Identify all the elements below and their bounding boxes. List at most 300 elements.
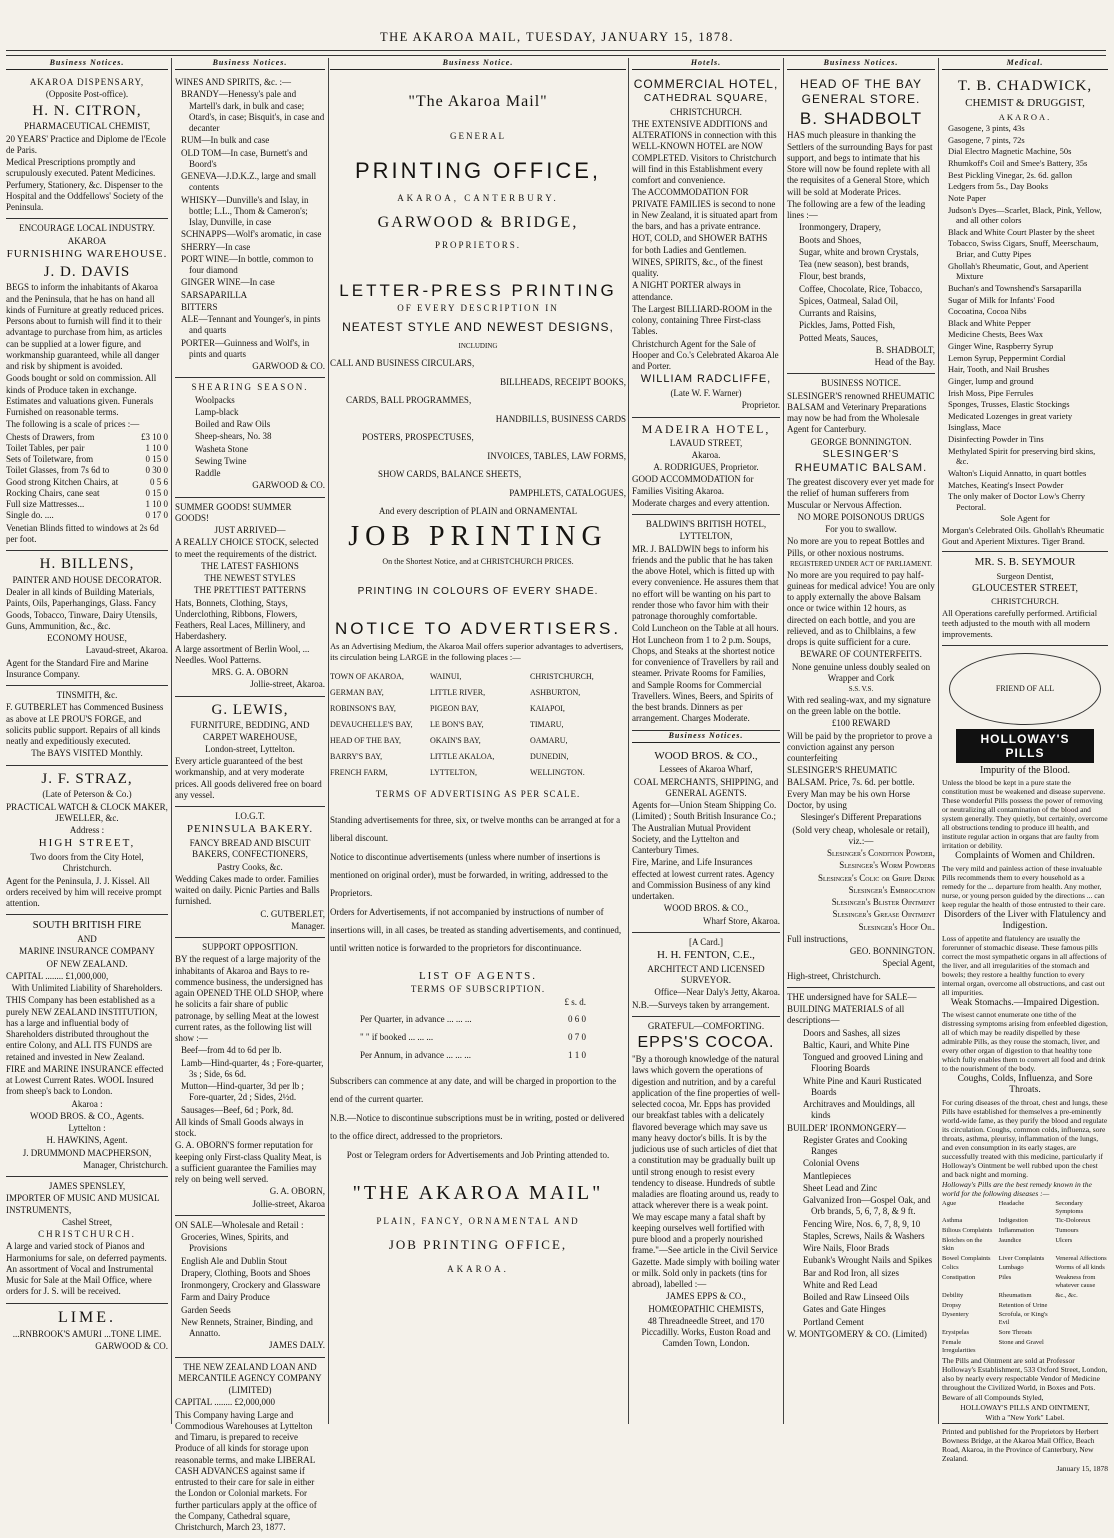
list-item: Sheet Lead and Zinc bbox=[797, 1183, 935, 1194]
ad-text: All kinds of Small Goods always in stock. bbox=[175, 1117, 325, 1140]
ad-title: SUMMER GOODS! SUMMER GOODS! bbox=[175, 502, 325, 525]
ad-text: Loss of appetite and flatulency are usually the forerunner of stomachic disease. These famous pills correct the most sympathetic organs in all affections of the liver, and all irregularities of the stomach and bowels; they restore a healthy function to every internal organ, overcome all obstructions, and cast out all impurities. bbox=[942, 934, 1108, 997]
ad-title: PAINTER AND HOUSE DECORATOR. bbox=[6, 575, 168, 586]
list-item: Inflammation bbox=[999, 1227, 1052, 1235]
column-2 bbox=[175, 58, 325, 1424]
ad-title: CATHEDRAL SQUARE, bbox=[632, 93, 780, 106]
table-cell: 1 1 0 bbox=[568, 1046, 586, 1064]
ad-montgomery bbox=[787, 988, 935, 1345]
ad-text: No more are you to repeat Bottles and Pills, or other noxious nostrums. bbox=[787, 536, 935, 559]
table-row bbox=[6, 510, 168, 521]
printing-office-advert bbox=[330, 58, 626, 1424]
ad-subtitle: PLAIN, FANCY, ORNAMENTAL AND bbox=[330, 1216, 626, 1228]
table-cell: Chests of Drawers, from bbox=[6, 432, 94, 443]
ad-seymour bbox=[942, 552, 1108, 645]
ad-title: ECONOMY HOUSE, bbox=[6, 633, 168, 644]
ad-text: F. GUTBERLET has Commenced Business as above at LE PROU'S FORGE, and solicits public support. Repairs of all kinds neatly and expeditiously executed. bbox=[6, 702, 168, 747]
ad-text: "By a thorough knowledge of the natural laws which govern the operations of digestion and nutrition, and by a careful application of the fine properties of well-selected cocoa, Mr. Epps has provided our breakfast tables with a delicately flavored beverage which may save us many heavy doctor's bills. It is by the judicious use of such articles of diet that a constitution may be gradually built up until strong enough to resist every tendency to disease. Hundreds of subtle maladies are floating around us, ready to attack wherever there is a weak point. We may escape many a fatal shaft by keeping ourselves well fortified with pure blood and a properly nourished frame."—See article in the Civil Service Gazette. Made simply with boiling water or milk. Sold only in packets (tins for abroad), labelled :— bbox=[632, 1054, 780, 1290]
ad-text: £ s. d. bbox=[330, 997, 626, 1009]
ad-title: OF NEW ZEALAND. bbox=[6, 959, 168, 970]
ad-title: LAVAUD STREET, bbox=[632, 438, 780, 449]
ad-text: The following are a few of the leading lines :— bbox=[787, 199, 935, 222]
meat-list bbox=[175, 1045, 325, 1116]
list-item: Cocoatina, Cocoa Nibs bbox=[942, 306, 1108, 317]
ad-text: Holloway's Pills are the best remedy known in the world for the following diseases :— bbox=[942, 1180, 1108, 1198]
list-item: Weakness from whatever cause bbox=[1055, 1274, 1108, 1290]
ad-text: The ACCOMMODATION FOR PRIVATE FAMILIES is second to none in New Zealand, it is situated apart from the bars, and has a private entrance. bbox=[632, 187, 780, 232]
column-divider bbox=[938, 58, 939, 1424]
ad-headline: JOB PRINTING bbox=[330, 519, 626, 555]
ad-headline: LIST OF AGENTS. bbox=[330, 969, 626, 983]
list-item: Sewing Twine bbox=[195, 456, 325, 467]
ad-title: Weak Stomachs.—Impaired Digestion. bbox=[942, 998, 1108, 1009]
ad-text: This Company having Large and Commodious Warehouses at Lyttelton and Timaru, is prepared to receive Produce of all kinds for storage upon reasonable terms, and make LIBERAL CASH ADVANCES against same if entrusted to their care for sale in either the London or Colonial markets. For further particulars apply at the office of the Company, Cathedral square, Christchurch, March 23, 1877. bbox=[175, 1410, 325, 1534]
ad-text: Dealer in all kinds of Building Materials, Paints, Oils, Paperhangings, Glass. Fancy Goods, Tobacco, Tinware, Dairy Utensils, Guns, Ammunition, &c., &c. bbox=[6, 587, 168, 632]
list-item: Ague bbox=[942, 1200, 995, 1216]
ad-text: The Largest BILLIARD-ROOM in the colony, containing Three First-class Tables. bbox=[632, 304, 780, 338]
ad-text: REGISTERED UNDER ACT OF PARLIAMENT. bbox=[787, 560, 935, 569]
ad-title: PRACTICAL WATCH & CLOCK MAKER, JEWELLER, &c. bbox=[6, 802, 168, 825]
column-1 bbox=[6, 58, 168, 1424]
ad-title: SUPPORT OPPOSITION. bbox=[175, 942, 325, 953]
holloway-banner: HOLLOWAY'S PILLS bbox=[956, 729, 1094, 764]
list-item: RUM—In bulk and case bbox=[175, 135, 325, 146]
table-cell: 0 5 6 bbox=[150, 477, 168, 488]
list-item: Pickles, Jams, Potted Fish, bbox=[799, 320, 935, 331]
list-item: Ulcers bbox=[1055, 1237, 1108, 1253]
list-item: Medicated Lozenges in great variety bbox=[942, 411, 1108, 422]
list-item: Bowel Complaints bbox=[942, 1255, 995, 1263]
list-item: CHRISTCHURCH, bbox=[530, 670, 626, 684]
list-item: Isinglass, Mace bbox=[942, 422, 1108, 433]
list-item: Rhumkoff's Coil and Smee's Battery, 35s bbox=[942, 158, 1108, 169]
column-divider bbox=[783, 58, 784, 1424]
list-item: Tongued and grooved Lining and Flooring Boards bbox=[797, 1052, 935, 1075]
list-item: Colonial Ovens bbox=[797, 1158, 935, 1169]
ad-text: The Pills and Ointment are sold at Professor Holloway's Establishment, 533 Oxford Street, London, also by nearly every respectable Vendor of Medicine throughout the Civilized World, in Boxes and Pots. bbox=[942, 1356, 1108, 1392]
list-item: Secondary Symptoms bbox=[1055, 1200, 1108, 1216]
ad-text: Surgeon Dentist, bbox=[942, 571, 1108, 582]
list-item: Boiled and Raw Oils bbox=[195, 419, 325, 430]
ad-text: Goods bought or sold on commission. All kinds of Produce taken in exchange. Estimates and valuations given. Funerals Furnished on reasonable terms. bbox=[6, 373, 168, 418]
table-cell: 0 7 0 bbox=[568, 1028, 586, 1046]
list-item: Spices, Oatmeal, Salad Oil, bbox=[799, 296, 935, 307]
preparation-list bbox=[787, 848, 935, 933]
ad-title: SHEARING SEASON. bbox=[175, 382, 325, 393]
ad-text: AND bbox=[6, 934, 168, 945]
ad-text: Agent for the Standard Fire and Marine Insurance Company. bbox=[6, 658, 168, 681]
list-item: Slesinger's Grease Ointment bbox=[787, 909, 935, 920]
ad-text: Manager. bbox=[175, 921, 325, 932]
ad-title: £100 REWARD bbox=[787, 718, 935, 729]
shearing-list bbox=[175, 395, 325, 480]
table-cell: Single do. .... bbox=[6, 510, 54, 521]
ad-text: Lyttelton : bbox=[6, 1123, 168, 1134]
building-list bbox=[787, 1028, 935, 1122]
ad-headline: TERMS OF ADVERTISING AS PER SCALE. bbox=[330, 789, 626, 801]
ad-support bbox=[175, 938, 325, 1216]
list-item: INVOICES, TABLES, LAW FORMS, bbox=[330, 448, 626, 466]
ad-text: Akaroa : bbox=[6, 1099, 168, 1110]
ad-text: A large and varied stock of Pianos and Harmoniums for sale, on deferred payments. An assortment of Vocal and Instrumental Music for Sale at the Mail Office, where orders for J. S. will be received. bbox=[6, 1241, 168, 1297]
ad-text: Jollie-street, Akaroa. bbox=[175, 679, 325, 690]
list-item: Boots and Shoes, bbox=[799, 235, 935, 246]
ad-text: [A Card.] bbox=[632, 937, 780, 948]
list-item: Boiled and Raw Linseed Oils bbox=[797, 1292, 935, 1303]
store-list bbox=[787, 222, 935, 344]
list-item: Lamp-black bbox=[195, 407, 325, 418]
ad-title: FURNISHING WAREHOUSE. bbox=[6, 248, 168, 262]
ad-headline: JOB PRINTING OFFICE, bbox=[330, 1237, 626, 1254]
ad-text: Agents for—Union Steam Shipping Co. (Limited) ; South British Insurance Co.; The Australian Mutual Provident Society, and the Lyttelton and Canterbury Times. bbox=[632, 800, 780, 856]
ad-holloway bbox=[942, 646, 1108, 1479]
ad-text: (Sold very cheap, wholesale or retail), viz.:— bbox=[787, 825, 935, 848]
ad-signature: G. A. OBORN, bbox=[175, 1186, 325, 1197]
list-item: LE BON'S BAY, bbox=[430, 718, 526, 732]
list-item: Washeta Stone bbox=[195, 444, 325, 455]
ad-title: PENINSULA BAKERY. bbox=[175, 823, 325, 837]
ad-text: Akaroa. bbox=[632, 450, 780, 461]
ad-text: SLESINGER'S RHEUMATIC BALSAM. Price, 7s. 6d. per bottle. bbox=[787, 765, 935, 788]
ad-title: CHEMIST & DRUGGIST, bbox=[942, 97, 1108, 111]
ad-lime bbox=[6, 1304, 168, 1358]
list-item: Ledgers from 5s., Day Books bbox=[942, 181, 1108, 192]
list-item: Dial Electro Magnetic Machine, 50s bbox=[942, 146, 1108, 157]
ad-dispensary bbox=[6, 73, 168, 219]
ad-signature: JAMES DALY. bbox=[175, 1340, 325, 1351]
ad-title: ARCHITECT AND LICENSED SURVEYOR. bbox=[632, 964, 780, 987]
ad-title: WINES AND SPIRITS, &c. :— bbox=[175, 77, 325, 88]
ad-text: London-street, Lyttelton. bbox=[175, 744, 325, 755]
ad-name: H. BILLENS, bbox=[6, 555, 168, 574]
ad-fenton bbox=[632, 933, 780, 1017]
list-item: Fencing Wire, Nos. 6, 7, 8, 9, 10 bbox=[797, 1219, 935, 1230]
list-item: Retention of Urine bbox=[999, 1302, 1052, 1310]
list-item: Lumbago bbox=[999, 1264, 1052, 1272]
ad-title: PHARMACEUTICAL CHEMIST, bbox=[6, 121, 168, 132]
table-row bbox=[6, 432, 168, 443]
list-item: Potted Meats, Sauces, bbox=[799, 333, 935, 344]
ad-title: HEAD OF THE BAY GENERAL STORE. bbox=[787, 77, 935, 107]
ad-title: BEWARE OF COUNTERFEITS. bbox=[787, 649, 935, 660]
ad-text: BUILDER' IRONMONGERY— bbox=[787, 1123, 935, 1134]
ad-text: Address : bbox=[6, 825, 168, 836]
ad-text: With Unlimited Liability of Shareholders. bbox=[6, 983, 168, 994]
column-5 bbox=[787, 58, 935, 1424]
ad-text: LYTTELTON, bbox=[632, 531, 780, 542]
ad-text: AKAROA. bbox=[942, 112, 1108, 123]
list-item: Irish Moss, Pipe Ferrules bbox=[942, 388, 1108, 399]
list-item: Baltic, Kauri, and White Pine bbox=[797, 1040, 935, 1051]
ad-name: WOOD BROS. & CO., bbox=[632, 750, 780, 764]
ad-text: N.B.—Surveys taken by arrangement. bbox=[632, 1000, 780, 1011]
ad-text: (Late W. F. Warner) bbox=[632, 388, 780, 399]
sale-list bbox=[175, 1232, 325, 1339]
list-item: DUNEDIN, bbox=[530, 750, 626, 764]
list-item: ROBINSON'S BAY, bbox=[330, 702, 426, 716]
ad-text: I.O.G.T. bbox=[175, 811, 325, 822]
list-item: Scrofula, or King's Evil bbox=[999, 1311, 1052, 1327]
ad-text: Wharf Store, Akaroa. bbox=[632, 916, 780, 927]
ad-text: Cold Luncheon on the Table at all hours. Hot Luncheon from 1 to 2 p.m. Soups, Chops, and Steaks at the shortest notice for convenience of Travellers by rail and steamer. Private Rooms for Families, and Sample Rooms for Commercial Travellers. Wines, Beers, and Spirits of the best brands. Dinners as per arrangement. Charges Moderate. bbox=[632, 623, 780, 724]
ad-text: Head of the Bay. bbox=[787, 357, 935, 368]
list-item: Ironmongery, Crockery and Glassware bbox=[175, 1280, 325, 1291]
ad-name: T. B. CHADWICK, bbox=[942, 77, 1108, 96]
ad-text: THIS Company has been established as a purely NEW ZEALAND INSTITUTION, has a large and influential body of Shareholders distributed throughout the entire Colony, and ALL ITS FUNDS are retained and invested in New Zealand. bbox=[6, 995, 168, 1063]
ad-text: Moderate charges and every attention. bbox=[632, 498, 780, 509]
ad-text: As an Advertising Medium, the Akaroa Mail offers superior advantages to advertisers, its circulation being LARGE in the following places :— bbox=[330, 641, 626, 663]
ad-headline: "THE AKAROA MAIL" bbox=[330, 1180, 626, 1206]
ad-title: LIME. bbox=[6, 1308, 168, 1328]
list-item: Constipation bbox=[942, 1274, 995, 1290]
table-cell: Toilet Glasses, from 7s 6d to bbox=[6, 465, 109, 476]
list-item: CARDS, BALL PROGRAMMES, bbox=[330, 392, 626, 410]
top-rule-2 bbox=[6, 55, 1106, 56]
list-item bbox=[1055, 1311, 1108, 1327]
ad-title: ON SALE—Wholesale and Retail : bbox=[175, 1220, 325, 1231]
ad-title: MADEIRA HOTEL, bbox=[632, 422, 780, 437]
list-item: HEAD OF THE BAY, bbox=[330, 734, 426, 748]
list-item: Mantlepieces bbox=[797, 1171, 935, 1182]
ad-title: AKAROA DISPENSARY, bbox=[6, 77, 168, 88]
ad-subtitle: (Late of Peterson & Co.) bbox=[6, 789, 168, 800]
list-item: WELLINGTON. bbox=[530, 766, 626, 780]
list-item: Gasogene, 3 pints, 43s bbox=[942, 123, 1108, 134]
list-item: Jaundice bbox=[999, 1237, 1052, 1253]
list-item: Gasogene, 7 pints, 72s bbox=[942, 135, 1108, 146]
list-item: Currants and Raisins, bbox=[799, 308, 935, 319]
table-cell: Good strong Kitchen Chairs, at bbox=[6, 477, 118, 488]
ad-text: CHRISTCHURCH. bbox=[942, 596, 1108, 607]
list-item: Slesinger's Embrocation bbox=[787, 885, 935, 896]
list-item: Hair, Tooth, and Nail Brushes bbox=[942, 364, 1108, 375]
ad-text: Office—Near Daly's Jetty, Akaroa. bbox=[632, 987, 780, 998]
list-item: Woolpacks bbox=[195, 395, 325, 406]
column-6 bbox=[942, 58, 1108, 1424]
circulation-places bbox=[330, 669, 626, 781]
ad-name: WILLIAM RADCLIFFE, bbox=[632, 373, 780, 387]
ad-text: Manager, Christchurch. bbox=[6, 1160, 168, 1171]
ad-text: Cashel Street, bbox=[6, 1217, 168, 1228]
holloway-seal-icon: FRIEND OF ALL bbox=[949, 653, 1101, 725]
ad-signature: W. MONTGOMERY & CO. (Limited) bbox=[787, 1329, 935, 1340]
list-item: BITTERS bbox=[175, 302, 325, 313]
ad-text: With red sealing-wax, and my signature on the green lable on the bottle. bbox=[787, 695, 935, 718]
list-item: &c., &c. bbox=[1055, 1292, 1108, 1300]
list-item: FRENCH FARM, bbox=[330, 766, 426, 780]
ad-text: With a "New York" Label. bbox=[942, 1413, 1108, 1422]
ad-text: For you to swallow. bbox=[787, 524, 935, 535]
ad-text: For curing diseases of the throat, chest and lungs, these Pills have established for themselves a pre-eminently world-wide fame, as they purify the blood and regulate its circulation. Coughs, common colds, influenza, sore throats, asthma, pleurisy, inflammation of the lungs, and even consumption in its early stages, are successfully treated with this medicine, particularly if Holloway's Ointment be well rubbed upon the chest and back night and morning. bbox=[942, 1098, 1108, 1179]
list-item: PAMPHLETS, CATALOGUES, bbox=[330, 485, 626, 503]
ad-text: Notice to discontinue advertisements (unless where number of insertions is mentioned on original order), must be forwarded, in writing, addressed to the Proprietors. bbox=[330, 848, 626, 902]
list-item: OAMARU, bbox=[530, 734, 626, 748]
list-item: WHISKY—Dunville's and Islay, in bottle; L.L., Thom & Cameron's; Islay, Dunville, in case bbox=[175, 195, 325, 229]
ad-text: Lessees of Akaroa Wharf, bbox=[632, 764, 780, 775]
table-cell: Per Quarter, in advance ... ... ... bbox=[360, 1010, 472, 1028]
column-4 bbox=[632, 58, 780, 1424]
section-heading: Business Notices. bbox=[175, 58, 325, 70]
ad-text: Lavaud-street, Akaroa. bbox=[6, 645, 168, 656]
ad-text: Hats, Bonnets, Clothing, Stays, Underclothing, Ribbons, Flowers, Feathers, Real Laces, Millinery, and Haberdashery. bbox=[175, 598, 325, 643]
ad-title: "The Akaroa Mail" bbox=[330, 92, 626, 113]
table-row bbox=[360, 1046, 586, 1064]
list-item: SHOW CARDS, BALANCE SHEETS, bbox=[330, 466, 626, 484]
list-item: ASHBURTON, bbox=[530, 686, 626, 700]
ad-subtitle: INCLUDING bbox=[330, 342, 626, 351]
ad-text: Every article guaranteed of the best workmanship, and at very moderate prices. All goods delivered free on board any vessel. bbox=[175, 756, 325, 801]
list-item: Sugar, white and brown Crystals, bbox=[799, 247, 935, 258]
list-item: Indigestion bbox=[999, 1217, 1052, 1225]
ad-title: CHRISTCHURCH. bbox=[6, 1229, 168, 1240]
table-cell: Sets of Toiletware, from bbox=[6, 454, 93, 465]
list-item: GENEVA—J.D.K.Z., large and small contents bbox=[175, 171, 325, 194]
list-item: Slesinger's Condition Powder, bbox=[787, 848, 935, 859]
ad-place: AKAROA, CANTERBURY. bbox=[330, 193, 626, 205]
list-item: Buchan's and Townshend's Sarsaparilla bbox=[942, 283, 1108, 294]
seal-mark: S.S. V.S. bbox=[787, 685, 935, 694]
ad-subtitle: (Opposite Post-office). bbox=[6, 89, 168, 100]
ad-subtitle: AKAROA. bbox=[330, 1264, 626, 1276]
list-item: BARRY'S BAY, bbox=[330, 750, 426, 764]
ad-madeira bbox=[632, 418, 780, 516]
ad-text: CAPITAL ........ £1,000,000, bbox=[6, 971, 168, 982]
list-item: Black and White Court Plaster by the sheet bbox=[942, 227, 1108, 238]
list-item: DEVAUCHELLE'S BAY, bbox=[330, 718, 426, 732]
list-item: Venereal Affections bbox=[1055, 1255, 1108, 1263]
ad-billens bbox=[6, 551, 168, 686]
list-item: Tea (new season), best brands, bbox=[799, 259, 935, 270]
list-item: Slesinger's Colic or Gripe Drink bbox=[787, 873, 935, 884]
ad-text: 48 Threadneedle Street, and 170 Piccadilly. Works, Euston Road and Camden Town, London. bbox=[632, 1316, 780, 1350]
table-cell: " " if booked ... ... ... bbox=[360, 1028, 433, 1046]
list-item: Slesinger's Worm Powders bbox=[787, 860, 935, 871]
ad-title: Coughs, Colds, Influenza, and Sore Throats. bbox=[942, 1074, 1108, 1097]
ad-text: A. RODRIGUES, Proprietor. bbox=[632, 462, 780, 473]
imprint: Printed and published for the Proprietors by Herbert Bowness Bridge, at the Akaroa Mail Office, Beach Road, Akaroa, in the Province of Canterbury, New Zealand. bbox=[942, 1423, 1108, 1463]
ad-name: G. LEWIS, bbox=[175, 701, 325, 720]
list-item: Ironmongery, Drapery, bbox=[799, 222, 935, 233]
ad-tinsmith bbox=[6, 686, 168, 766]
ad-shearing bbox=[175, 378, 325, 497]
table-row bbox=[6, 465, 168, 476]
ad-title: GLOUCESTER STREET, bbox=[942, 583, 1108, 596]
ad-signature: GARWOOD & CO. bbox=[175, 361, 325, 372]
ad-text: (LIMITED) bbox=[175, 1385, 325, 1396]
ad-title: BALDWIN'S BRITISH HOTEL, bbox=[632, 519, 780, 530]
list-item: Sore Throats bbox=[999, 1329, 1052, 1337]
table-cell: 1 10 0 bbox=[146, 443, 169, 454]
ad-text: On the Shortest Notice, and at CHRISTCHURCH PRICES. bbox=[330, 557, 626, 567]
list-item: Beef—from 4d to 6d per lb. bbox=[175, 1045, 325, 1056]
list-item: Stone and Gravel bbox=[999, 1339, 1052, 1355]
ad-text: Wedding Cakes made to order. Families waited on daily. Picnic Parties and Balls furnished. bbox=[175, 874, 325, 908]
list-item: SARSAPARILLA bbox=[175, 290, 325, 301]
ad-signature: GEORGE BONNINGTON. bbox=[787, 437, 935, 448]
ad-name: J. F. STRAZ, bbox=[6, 770, 168, 789]
table-cell: 0 6 0 bbox=[568, 1010, 586, 1028]
list-item: CALL AND BUSINESS CIRCULARS, bbox=[330, 355, 626, 373]
list-item: Sheep-shears, No. 38 bbox=[195, 431, 325, 442]
ad-text: N.B.—Notice to discontinue subscriptions must be in writing, posted or delivered to the office direct, addressed to the proprietors. bbox=[330, 1109, 626, 1145]
ad-text: Pastry Cooks, &c. bbox=[175, 862, 325, 873]
ad-title: HIGH STREET, bbox=[6, 837, 168, 851]
section-heading: Business Notice. bbox=[330, 58, 626, 70]
printing-items bbox=[330, 355, 626, 502]
ad-text: The greatest discovery ever yet made for the relief of human sufferers from Muscular or Nervous Affection. bbox=[787, 477, 935, 511]
ad-title: HOLLOWAY'S PILLS AND OINTMENT, bbox=[942, 1403, 1108, 1412]
section-heading: Hotels. bbox=[632, 58, 780, 70]
ad-text: HAS much pleasure in thanking the Settlers of the surrounding Bays for past support, and begs to intimate that his Store will now be found replete with all the requisites of a General Store, which will be sold at Moderate Prices. bbox=[787, 130, 935, 198]
section-heading: Business Notices. bbox=[787, 58, 935, 70]
chemist-list bbox=[942, 123, 1108, 512]
ad-title: Disorders of the Liver with Flatulency and Indigestion. bbox=[942, 910, 1108, 933]
list-item: Methylated Spirit for preserving bird skins, &c. bbox=[942, 446, 1108, 467]
ad-subtitle: AKAROA bbox=[6, 236, 168, 247]
list-item: OLD TOM—In case, Burnett's and Boord's bbox=[175, 148, 325, 171]
list-item: Tic-Doloreux bbox=[1055, 1217, 1108, 1225]
ad-text: The very mild and painless action of these invaluable Pills recommends them to every household as a remedy for the ... departure from health. Any mother, nurse, or young person guided by the directions ... can keep regular the health of those entrusted to their care. bbox=[942, 864, 1108, 909]
list-item: Groceries, Wines, Spirits, and Provisions bbox=[175, 1232, 325, 1255]
list-item: Mutton—Hind-quarter, 3d per lb ; Fore-quarter, 2d ; Sides, 2½d. bbox=[175, 1081, 325, 1104]
table-row bbox=[6, 488, 168, 499]
ad-signature: B. SHADBOLT, bbox=[787, 345, 935, 356]
ad-nzloan bbox=[175, 1358, 325, 1538]
ad-text: The wisest cannot enumerate one tithe of the distressing symptoms arising from enfeebled digestion, all of which may be readily dispelled by these admirable Pills, as they rouse the stomach, liver, and every other organ of digestion to that healthy tone which fully enables them to convert all food and drink to the nourishment of the body. bbox=[942, 1010, 1108, 1073]
list-item: Bilious Complaints bbox=[942, 1227, 995, 1235]
list-item: Galvanized Iron—Gospel Oak, and Orb brands, 5, 6, 7, 8, & 9 ft. bbox=[797, 1195, 935, 1218]
list-item: Lamb—Hind-quarter, 4s ; Fore-quarter, 3s ; Side, 6s 6d. bbox=[175, 1058, 325, 1081]
ad-text: Morgan's Celebrated Oils. Ghollah's Rheumatic Gout and Aperient Mixtures. Tiger Brand. bbox=[942, 525, 1108, 546]
list-item: Eubank's Wrought Nails and Spikes bbox=[797, 1255, 935, 1266]
list-item: TIMARU, bbox=[530, 718, 626, 732]
ad-text: GOOD ACCOMMODATION for Families Visiting Akaroa. bbox=[632, 474, 780, 497]
list-item: SCHNAPPS—Wolf's aromatic, in case bbox=[175, 229, 325, 240]
ad-bakery bbox=[175, 807, 325, 938]
ad-straz bbox=[6, 766, 168, 916]
ad-text: Unless the blood be kept in a pure state the constitution must be weakened and disease supervene. These wonderful Pills possess the power of removing or neutralizing all contamination of the blood and system generally. They quietly, but certainly, overcome all obstructions tending to produce ill health, and institute regular action in organs that are faulty from irritation or debility. bbox=[942, 778, 1108, 850]
ad-text: Proprietor. bbox=[632, 400, 780, 411]
ad-text: A NIGHT PORTER always in attendance. bbox=[632, 280, 780, 303]
ad-commercial-hotel bbox=[632, 73, 780, 418]
fashion-list bbox=[175, 561, 325, 597]
ad-signature: JAMES EPPS & CO., bbox=[632, 1291, 780, 1302]
list-item: Sugar of Milk for Infants' Food bbox=[942, 295, 1108, 306]
ad-text: The BAYS VISITED Monthly. bbox=[6, 748, 168, 759]
ad-title: COAL MERCHANTS, SHIPPING, and GENERAL AGENTS. bbox=[632, 777, 780, 800]
table-row bbox=[6, 443, 168, 454]
table-cell: 0 15 0 bbox=[146, 488, 169, 499]
top-rule bbox=[6, 50, 1106, 51]
diseases-list bbox=[942, 1199, 1108, 1356]
masthead: THE AKAROA MAIL, TUESDAY, JANUARY 15, 1878. bbox=[0, 30, 1114, 45]
list-item: Female Irregularities bbox=[942, 1339, 995, 1355]
list-item: Medicine Chests, Bees Wax bbox=[942, 329, 1108, 340]
ad-title: Beware of all Compounds Styled, bbox=[942, 1393, 1108, 1402]
list-item: Doors and Sashes, all sizes bbox=[797, 1028, 935, 1039]
ad-text: High-street, Christchurch. bbox=[787, 971, 935, 982]
list-item: Tobacco, Swiss Cigars, Snuff, Meerschaum, Briar, and Cutty Pipes bbox=[942, 238, 1108, 259]
ad-lewis bbox=[175, 697, 325, 808]
ad-name: H. N. CITRON, bbox=[6, 102, 168, 121]
list-item: PIGEON BAY, bbox=[430, 702, 526, 716]
list-item: GINGER WINE—In case bbox=[175, 277, 325, 288]
ad-text: Agent for the Peninsula, J. J. Kissel. All orders received by him will receive prompt attention. bbox=[6, 876, 168, 910]
ad-headline: PRINTING IN COLOURS OF EVERY SHADE. bbox=[330, 585, 626, 598]
ad-text: Two doors from the City Hotel, Christchurch. bbox=[6, 852, 168, 875]
ad-text: Will be paid by the proprietor to prove a conviction against any person counterfeiting bbox=[787, 731, 935, 765]
list-item: Coffee, Chocolate, Rice, Tobacco, bbox=[799, 284, 935, 295]
